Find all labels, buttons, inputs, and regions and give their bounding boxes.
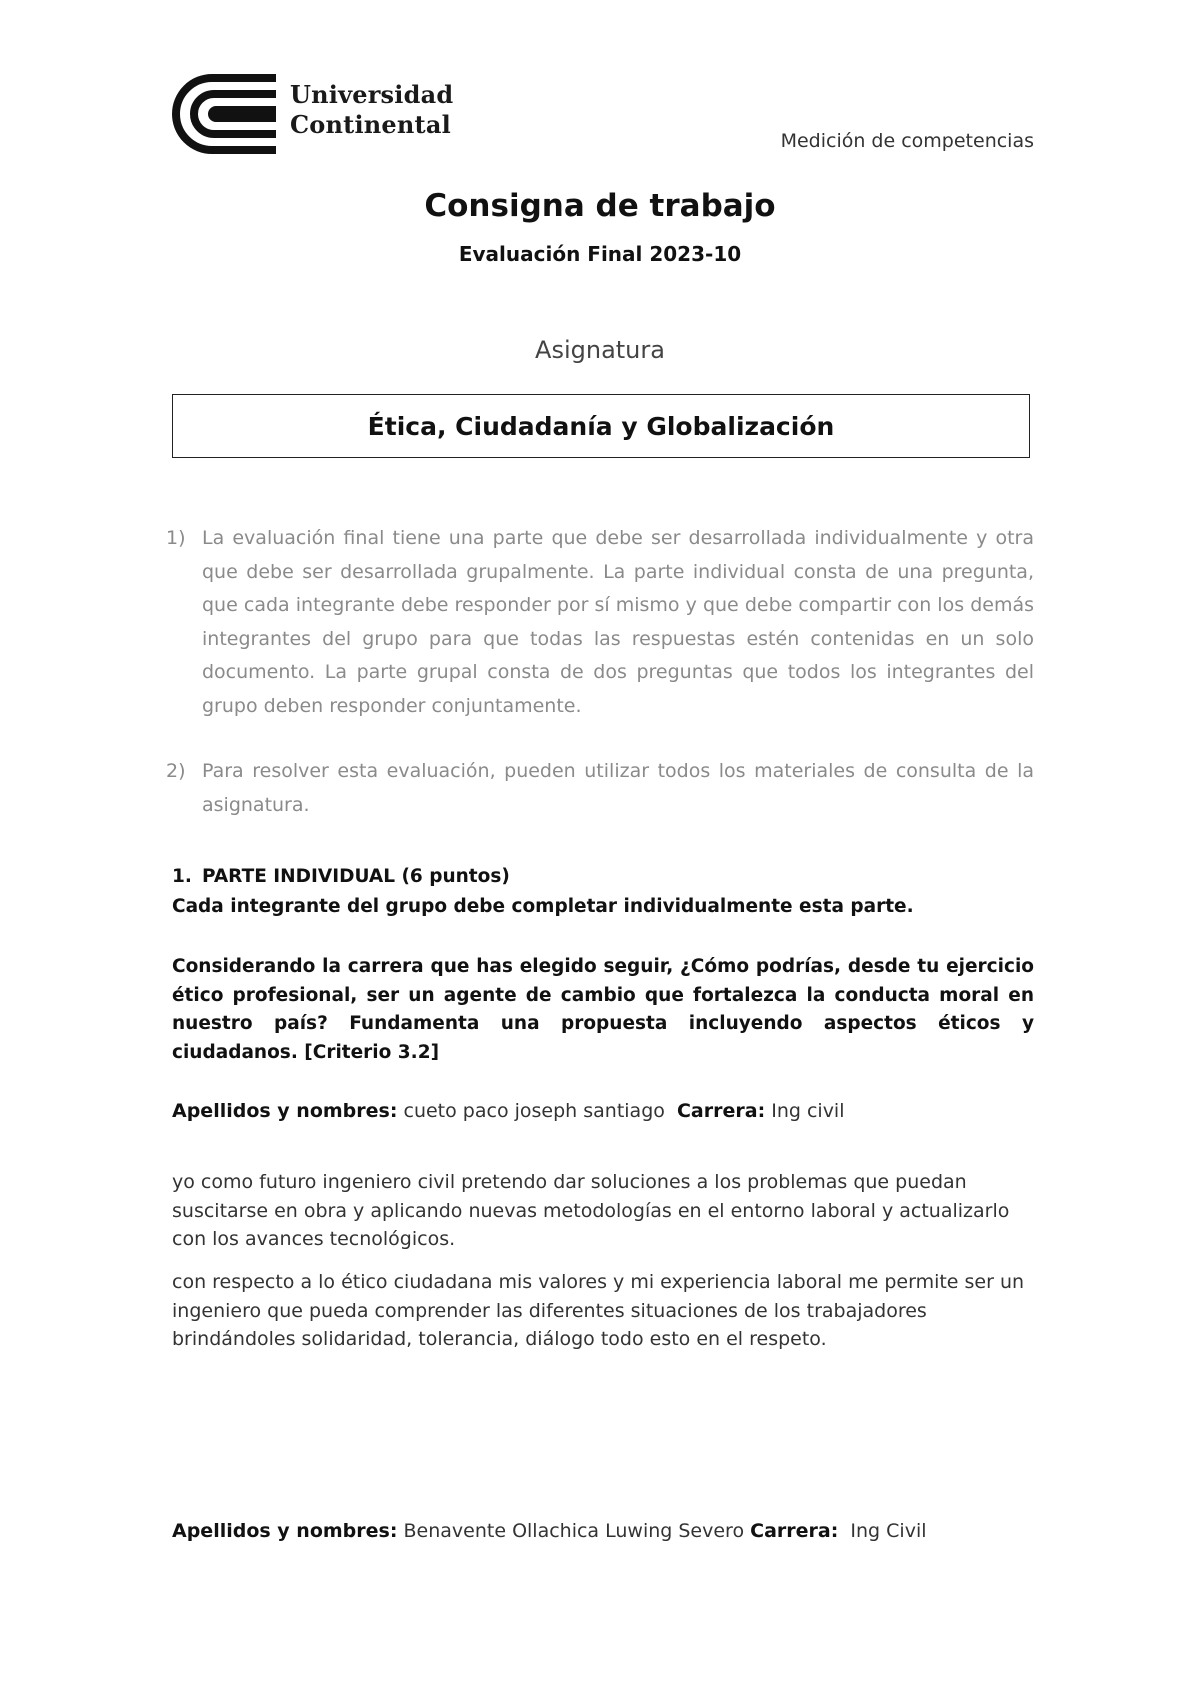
- student-name: cueto paco joseph santiago: [403, 1100, 665, 1122]
- logo-line-2: Continental: [290, 110, 451, 139]
- asignatura-label: Asignatura: [535, 336, 665, 364]
- course-box: [172, 394, 1030, 458]
- continental-logo-icon: [172, 74, 280, 154]
- instruction-number: 2): [166, 760, 186, 782]
- student-career: Ing Civil: [850, 1520, 927, 1542]
- name-label: Apellidos y nombres:: [172, 1100, 398, 1122]
- logo-text: [290, 80, 453, 140]
- student-info-line: [172, 1100, 845, 1122]
- page-title: Consigna de trabajo: [424, 188, 776, 224]
- career-label: Carrera:: [676, 1100, 766, 1122]
- student-career: Ing civil: [771, 1100, 845, 1122]
- header-label: Medición de competencias: [780, 130, 1034, 152]
- instruction-text: Para resolver esta evaluación, pueden utilizar todos los materiales de consulta de la asignatura.: [202, 760, 1034, 816]
- question-text: Considerando la carrera que has elegido seguir, ¿Cómo podrías, desde tu ejercicio ético profesional, ser un agente de cambio que fortalezca la conducta moral en nuestro país? Fundamenta una propuesta incluyendo aspectos éticos y ciudadanos. [Criterio 3.2]: [172, 956, 1034, 1063]
- section-title: PARTE INDIVIDUAL (6 puntos): [202, 866, 510, 887]
- career-label: Carrera:: [750, 1520, 839, 1542]
- instruction-item: [166, 522, 1034, 723]
- answer-paragraph: yo como futuro ingeniero civil pretendo dar soluciones a los problemas que puedan suscitarse en obra y aplicando nuevas metodologías en el entorno laboral y actualizarlo con los avances tecnológicos.: [172, 1171, 1010, 1250]
- section-subheading: Cada integrante del grupo debe completar individualmente esta parte.: [172, 896, 914, 917]
- course-name: Ética, Ciudadanía y Globalización: [367, 411, 835, 441]
- section-number: 1.: [172, 866, 192, 887]
- student-info-line: [172, 1520, 927, 1542]
- section-heading: [172, 866, 510, 887]
- instruction-item: [166, 755, 1034, 822]
- page-subtitle: Evaluación Final 2023-10: [458, 242, 742, 266]
- student-name: Benavente Ollachica Luwing Severo: [403, 1520, 745, 1542]
- instruction-text: La evaluación final tiene una parte que debe ser desarrollada individualmente y otra que debe ser desarrollada grupalmente. La parte individual consta de una pregunta, que cada integrante debe responder por sí mismo y que debe compartir con los demás integrantes del grupo para que todas las respuestas estén contenidas en un solo documento. La parte grupal consta de dos preguntas que todos los integrantes del grupo deben responder conjuntamente.: [202, 527, 1034, 717]
- university-logo: [172, 74, 512, 154]
- logo-line-1: Universidad: [290, 80, 454, 109]
- name-label: Apellidos y nombres:: [172, 1520, 398, 1542]
- answer-paragraph: con respecto a lo ético ciudadana mis valores y mi experiencia laboral me permite ser un ingeniero que pueda comprender las diferentes situaciones de los trabajadores brindándoles solidaridad, tolerancia, diálogo todo esto en el respeto.: [172, 1271, 1025, 1350]
- instruction-number: 1): [166, 527, 186, 549]
